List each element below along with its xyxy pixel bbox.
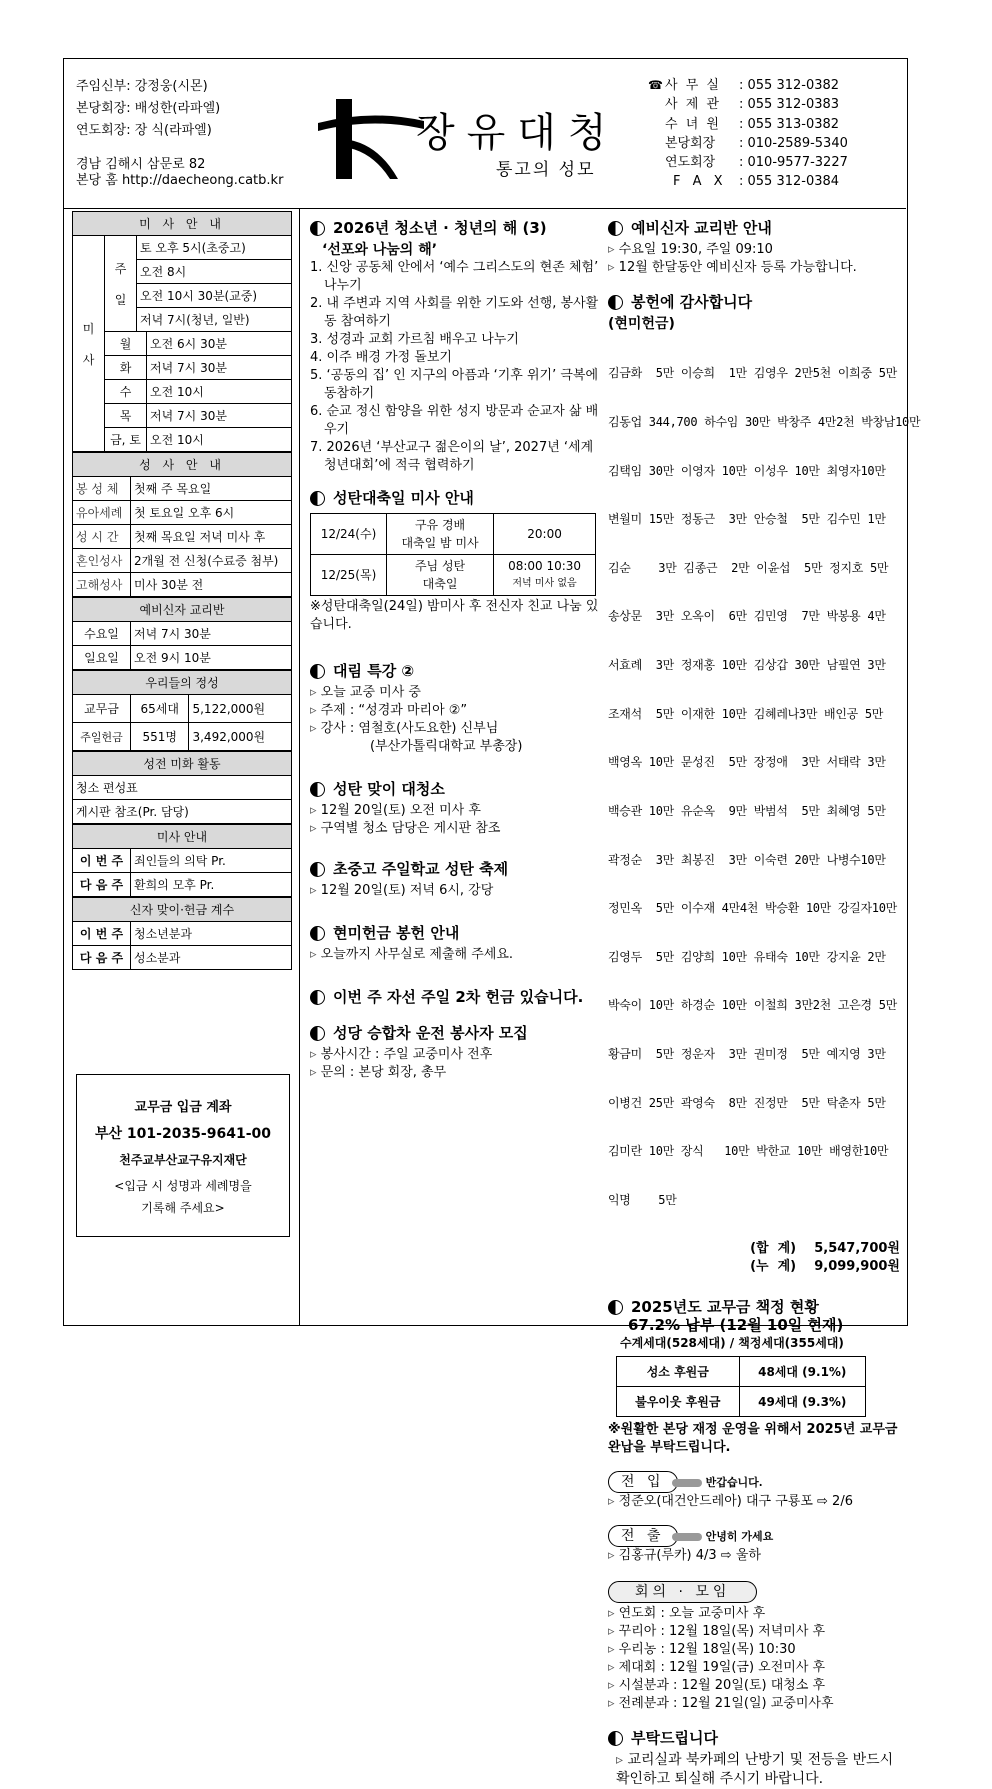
tithe-value: 49세대 (9.3%)	[739, 1387, 865, 1417]
tithe-households: 수계세대(528세대) / 책정세대(355세대)	[620, 1336, 844, 1351]
offering-amount: 5,122,000원	[189, 695, 292, 723]
parish-subtitle: 통고의 성모	[496, 160, 596, 180]
list-item: ▹ 주제 : “성경과 마리아 ②”	[310, 702, 604, 720]
list-item: ▹ 시설분과 : 12월 20일(토) 대청소 후	[608, 1677, 900, 1695]
sacrament-name: 봉 성 체	[73, 477, 131, 501]
header	[64, 59, 906, 209]
donor-row: 김금화 5만 이승희 1만 김영우 2만5천 이희중 5만	[608, 366, 897, 381]
donor-row: 익명 5만	[608, 1192, 677, 1207]
sacrament-name: 성 시 간	[73, 525, 131, 549]
thanks-heading: 봉헌에 감사합니다	[608, 293, 900, 311]
sacrament-time: 2개월 전 신청(수료증 첨부)	[131, 549, 292, 573]
offering-count: 551명	[131, 723, 189, 751]
list-item: ▹ 오늘 교중 미사 중	[310, 684, 604, 702]
brush-icon	[672, 1479, 702, 1487]
donor-row: 황금미 5만 정운자 3만 권미정 5만 예지영 3만	[608, 1046, 886, 1061]
transfer-out-list	[608, 1547, 900, 1565]
greet-table	[72, 897, 292, 970]
list-item: 4. 이주 배경 가정 돌보기	[310, 350, 452, 365]
list-item: ▹ 12월 한달동안 예비신자 등록 가능합니다.	[608, 259, 900, 277]
donor-row: 김영두 5만 김양희 10만 유태숙 10만 강지윤 2만	[608, 949, 886, 964]
transfer-out	[608, 1525, 900, 1547]
weekday: 수	[105, 380, 147, 404]
sunday-mass: 저녁 7시(청년, 일반)	[137, 308, 292, 332]
sunday-mass: 오전 8시	[137, 260, 292, 284]
half-circle-icon	[310, 1026, 325, 1041]
transfer-out-greeting: 안녕히 가세요	[705, 1530, 774, 1544]
catechumen-day: 일요일	[73, 646, 131, 670]
offering-kind: 주일헌금	[73, 723, 131, 751]
beauty-item: 청소 편성표	[73, 776, 292, 800]
half-circle-icon	[310, 221, 325, 236]
mass-label: 미 사	[73, 236, 105, 452]
meetings	[608, 1581, 900, 1603]
contact-row: 사 제 관 : 055 312-0383	[665, 97, 840, 113]
sacrament-time: 첫 토요일 오후 6시	[131, 501, 292, 525]
right-column	[608, 219, 921, 1789]
sacrament-name: 유아세례	[73, 501, 131, 525]
xmas-heading: 성탄대축일 미사 안내	[310, 489, 604, 507]
week-label: 다 음 주	[73, 873, 131, 897]
transfer-in-list	[608, 1493, 900, 1511]
sunday-label: 주 일	[105, 236, 137, 332]
youth-subtitle: ‘선포와 나눔의 해’	[322, 242, 438, 258]
pastor: 주임신부: 강정웅(시몬)	[76, 79, 208, 94]
donor-row: 김순 3만 김종근 2만 이윤섭 5만 정지호 5만	[608, 560, 889, 575]
greet-title: 신자 맞이·헌금 계수	[73, 898, 292, 922]
sacrament-name: 고해성사	[73, 573, 131, 597]
beauty-item: 게시판 참조(Pr. 담당)	[73, 800, 292, 824]
catechumen-list	[608, 241, 900, 277]
catechumen-heading: 예비신자 교리반 안내	[608, 219, 900, 237]
sacrament-name: 혼인성사	[73, 549, 131, 573]
tithe-note: ※원활한 본당 재정 운영을 위해서 2025년 교무금 완납을 부탁드립니다.	[608, 1422, 898, 1456]
mass2-table	[72, 824, 292, 897]
parish-title: 장유대청	[416, 110, 619, 156]
list-item: ▹ 강사 : 염철호(사도요한) 신부님	[310, 720, 604, 738]
thanks-subtitle: (현미헌금)	[608, 316, 675, 332]
mass-table	[72, 211, 292, 452]
meetings-list	[608, 1605, 900, 1713]
tithe-table	[616, 1356, 866, 1417]
left-column	[72, 211, 292, 970]
half-circle-icon	[310, 926, 325, 941]
request-list	[616, 1751, 900, 1789]
school-heading: 초중고 주일학교 성탄 축제	[310, 860, 604, 878]
xmas-time: 20:00	[494, 514, 596, 555]
list-item: ▹ 문의 : 본당 회장, 총무	[310, 1064, 604, 1082]
donor-row: 이병건 25만 곽영숙 8만 진정만 5만 탁춘자 5만	[608, 1095, 886, 1110]
week-value: 청소년분과	[131, 922, 292, 946]
contact-row: 연도회장 : 010-9577-3227	[665, 155, 848, 171]
tithe-kind: 불우이웃 후원금	[617, 1387, 740, 1417]
list-item: ▹ 12월 20일(토) 저녁 6시, 강당	[310, 882, 604, 900]
van-list	[310, 1046, 604, 1082]
donor-list	[608, 333, 921, 1240]
van-heading: 성당 승합차 운전 봉사자 모집	[310, 1024, 604, 1042]
list-item: 1. 신앙 공동체 안에서 ‘예수 그리스도의 현존 체험’ 나누기	[310, 260, 599, 293]
list-item: ▹ 구역별 청소 담당은 게시판 참조	[310, 820, 604, 838]
weekday-time: 오전 10시	[147, 380, 292, 404]
week-label: 이 번 주	[73, 922, 131, 946]
week-value: 성소분과	[131, 946, 292, 970]
half-circle-icon	[608, 221, 623, 236]
half-circle-icon	[608, 295, 623, 310]
weekday: 목	[105, 404, 147, 428]
weekday-time: 오전 6시 30분	[147, 332, 292, 356]
list-item: ▹ 전례분과 : 12월 21일(일) 교중미사후	[608, 1695, 900, 1713]
week-label: 이 번 주	[73, 849, 131, 873]
donor-row: 김택임 30만 이영자 10만 이성우 10만 최영자10만	[608, 463, 886, 478]
catechumen-table	[72, 597, 292, 670]
page-frame	[63, 58, 921, 1788]
offering-sum: (합 계) 5,547,700원	[750, 1241, 900, 1257]
donor-row: 백승관 10만 유순옥 9만 박범석 5만 최혜영 5만	[608, 803, 886, 818]
transfer-in-label: 전 입	[608, 1471, 678, 1493]
clean-heading: 성탄 맞이 대청소	[310, 780, 604, 798]
list-item: ▹ 봉사시간 : 주일 교중미사 전후	[310, 1046, 604, 1064]
column-divider	[299, 209, 300, 1325]
account-holder: 천주교부산교구유지재단	[119, 1153, 247, 1167]
account-number: 부산 101-2035-9641-00	[95, 1126, 271, 1142]
weekday-time: 오전 10시	[147, 428, 292, 452]
catechumen-title: 예비신자 교리반	[73, 598, 292, 622]
weekday-time: 저녁 7시 30분	[147, 356, 292, 380]
brush-icon	[672, 1533, 702, 1541]
half-circle-icon	[608, 1300, 623, 1315]
catechumen-time: 저녁 7시 30분	[131, 622, 292, 646]
week-value: 죄인들의 의탁 Pr.	[131, 849, 292, 873]
list-item: ▹ 꾸리아 : 12월 18일(목) 저녁미사 후	[608, 1623, 900, 1641]
beauty-table	[72, 751, 292, 824]
sacrament-time: 첫째 주 목요일	[131, 477, 292, 501]
advent-heading: 대림 특강 ②	[310, 662, 604, 680]
weekday-time: 저녁 7시 30분	[147, 404, 292, 428]
xmas-table: 12/24(수) 구유 경배 대축일 밤 미사 20:00 12/25(목) 주님 성탄 대축일 08:00 10:30 저녁 미사 없음	[310, 513, 596, 596]
list-item: ▹ 우리농 : 12월 18일(목) 10:30	[608, 1641, 900, 1659]
contact-row: 수 녀 원 : 055 313-0382	[665, 116, 840, 132]
list-item: ▹ 오늘까지 사무실로 제출해 주세요.	[310, 946, 604, 964]
youth-heading: 2026년 청소년 · 청년의 해 (3)	[310, 219, 604, 237]
list-item: 2. 내 주변과 지역 사회를 위한 기도와 선행, 봉사활동 참여하기	[310, 296, 599, 329]
weekday: 월	[105, 332, 147, 356]
half-circle-icon	[310, 990, 325, 1005]
mass-title: 미 사 안 내	[73, 212, 292, 236]
weekday: 금, 토	[105, 428, 147, 452]
offering-cumulative: (누 계) 9,099,900원	[750, 1259, 900, 1275]
list-item: ▹ 김홍규(루카) 4/3 ⇨ 울하	[608, 1547, 900, 1565]
half-circle-icon	[310, 664, 325, 679]
list-item: ▹ 연도회 : 오늘 교중미사 후	[608, 1605, 900, 1623]
cash-list	[310, 946, 604, 964]
list-item: ▹ 제대회 : 12월 19일(금) 오전미사 후	[608, 1659, 900, 1677]
elder-chair: 연도회장: 장 식(라파엘)	[76, 123, 212, 138]
advent-list	[310, 684, 604, 738]
contact-row: 본당회장 : 010-2589-5340	[665, 135, 848, 151]
tithe-kind: 성소 후원금	[617, 1357, 740, 1387]
donor-row: 정민옥 5만 이수재 4만4천 박승환 10만 강길자10만	[608, 901, 897, 916]
catechumen-day: 수요일	[73, 622, 131, 646]
tithe-heading: 2025년도 교무금 책정 현황	[608, 1298, 900, 1316]
donor-row: 김동업 344,700 하수임 30만 박창주 4만2천 박창남10만	[608, 415, 921, 430]
contact-list	[649, 76, 848, 192]
account-note: 기록해 주세요>	[141, 1201, 225, 1215]
offering-amount: 3,492,000원	[189, 723, 292, 751]
account-note: <입금 시 성명과 세례명을	[114, 1179, 252, 1193]
list-item: 5. ‘공동의 집’ 인 지구의 아픔과 ‘기후 위기’ 극복에 동참하기	[310, 368, 599, 401]
donor-row: 변월미 15만 정동근 3만 안승철 5만 김수민 1만	[608, 512, 886, 527]
list-item: ▹ 수요일 19:30, 주일 09:10	[608, 241, 900, 259]
donor-row: 서효례 3만 정재홍 10만 김상갑 30만 남필연 3만	[608, 658, 886, 673]
weekday: 화	[105, 356, 147, 380]
half-circle-icon	[310, 782, 325, 797]
contact-row: F A X : 055 312-0384	[673, 174, 840, 190]
donor-row: 김미란 10만 장식 10만 박한교 10만 배영한10만	[608, 1144, 889, 1159]
transfer-in	[608, 1471, 900, 1493]
beauty-title: 성전 미화 활동	[73, 752, 292, 776]
homepage-link[interactable]: 본당 홈 http://daecheong.catb.kr	[76, 173, 284, 188]
sacrament-table	[72, 452, 292, 597]
meetings-label: 회의 · 모임	[608, 1581, 757, 1603]
donor-row: 송상문 3만 오옥이 6만 김민영 7만 박봉용 4만	[608, 609, 886, 624]
address: 경남 김해시 삼문로 82	[76, 157, 206, 172]
xmas-date: 12/24(수)	[311, 514, 387, 555]
request-heading: 부탁드립니다	[608, 1729, 900, 1747]
list-item: 3. 성경과 교회 가르침 배우고 나누기	[310, 332, 519, 347]
offering-title: 우리들의 정성	[73, 671, 292, 695]
phone-icon: ☎	[648, 78, 663, 92]
list-item: ▹ 정준오(대건안드레아) 대구 구룡포 ⇨ 2/6	[608, 1493, 900, 1511]
xmas-note: ※성탄대축일(24일) 밤미사 후 전신자 친교 나눔 있습니다.	[310, 599, 599, 632]
sacrament-time: 첫째 목요일 저녁 미사 후	[131, 525, 292, 549]
list-item: 7. 2026년 ‘부산교구 젊은이의 날’, 2027년 ‘세계 청년대회’에 적극 협력하기	[310, 440, 594, 473]
donor-row: 곽정순 3만 최봉진 3만 이숙련 20만 나병수10만	[608, 852, 886, 867]
transfer-out-label: 전 출	[608, 1525, 678, 1547]
half-circle-icon	[310, 862, 325, 877]
cash-heading: 현미헌금 봉헌 안내	[310, 924, 604, 942]
offering-table	[72, 670, 292, 751]
donor-row: 백영옥 10만 문성진 5만 장정애 3만 서태락 3만	[608, 755, 886, 770]
offering-count: 65세대	[131, 695, 189, 723]
list-item: ▹ 교리실과 북카페의 난방기 및 전등을 반드시 확인하고 퇴실해 주시기 바랍니다.	[616, 1751, 900, 1789]
half-circle-icon	[310, 491, 325, 506]
sacrament-title: 성 사 안 내	[73, 453, 292, 477]
week-label: 다 음 주	[73, 946, 131, 970]
account-title: 교무금 입금 계좌	[134, 1100, 232, 1115]
youth-list	[310, 259, 604, 475]
list-item: ▹ 12월 20일(토) 오전 미사 후	[310, 802, 604, 820]
donor-row: 조재석 5만 이재한 10만 김혜레나3만 배인공 5만	[608, 706, 884, 721]
donor-row: 박숙이 10만 하경순 10만 이철희 3만2천 고은경 5만	[608, 998, 897, 1013]
cross-logo-icon	[316, 99, 426, 179]
catechumen-time: 오전 9시 10분	[131, 646, 292, 670]
half-circle-icon	[608, 1731, 623, 1746]
middle-column	[310, 219, 604, 1082]
parish-chair: 본당회장: 배성한(라파엘)	[76, 101, 221, 116]
offering-kind: 교무금	[73, 695, 131, 723]
transfer-in-greeting: 반갑습니다.	[705, 1476, 763, 1490]
tithe-value: 48세대 (9.1%)	[739, 1357, 865, 1387]
advent-speaker-title: (부산가톨릭대학교 부총장)	[370, 739, 523, 754]
sunday-mass: 오전 10시 30분(교중)	[137, 284, 292, 308]
xmas-date: 12/25(목)	[311, 555, 387, 596]
list-item: 6. 순교 정신 함양을 위한 성지 방문과 순교자 삶 배우기	[310, 404, 599, 437]
clean-list	[310, 802, 604, 838]
mass2-title: 미사 안내	[73, 825, 292, 849]
week-value: 환희의 모후 Pr.	[131, 873, 292, 897]
contact-row: 사 무 실 : 055 312-0382	[665, 78, 840, 93]
charity-heading: 이번 주 자선 주일 2차 헌금 있습니다.	[310, 988, 604, 1006]
tithe-rate: 67.2% 납부 (12월 10일 현재)	[628, 1316, 844, 1335]
school-list	[310, 882, 604, 900]
sunday-mass: 토 오후 5시(초중고)	[137, 236, 292, 260]
sacrament-time: 미사 30분 전	[131, 573, 292, 597]
account-box	[76, 1074, 290, 1237]
